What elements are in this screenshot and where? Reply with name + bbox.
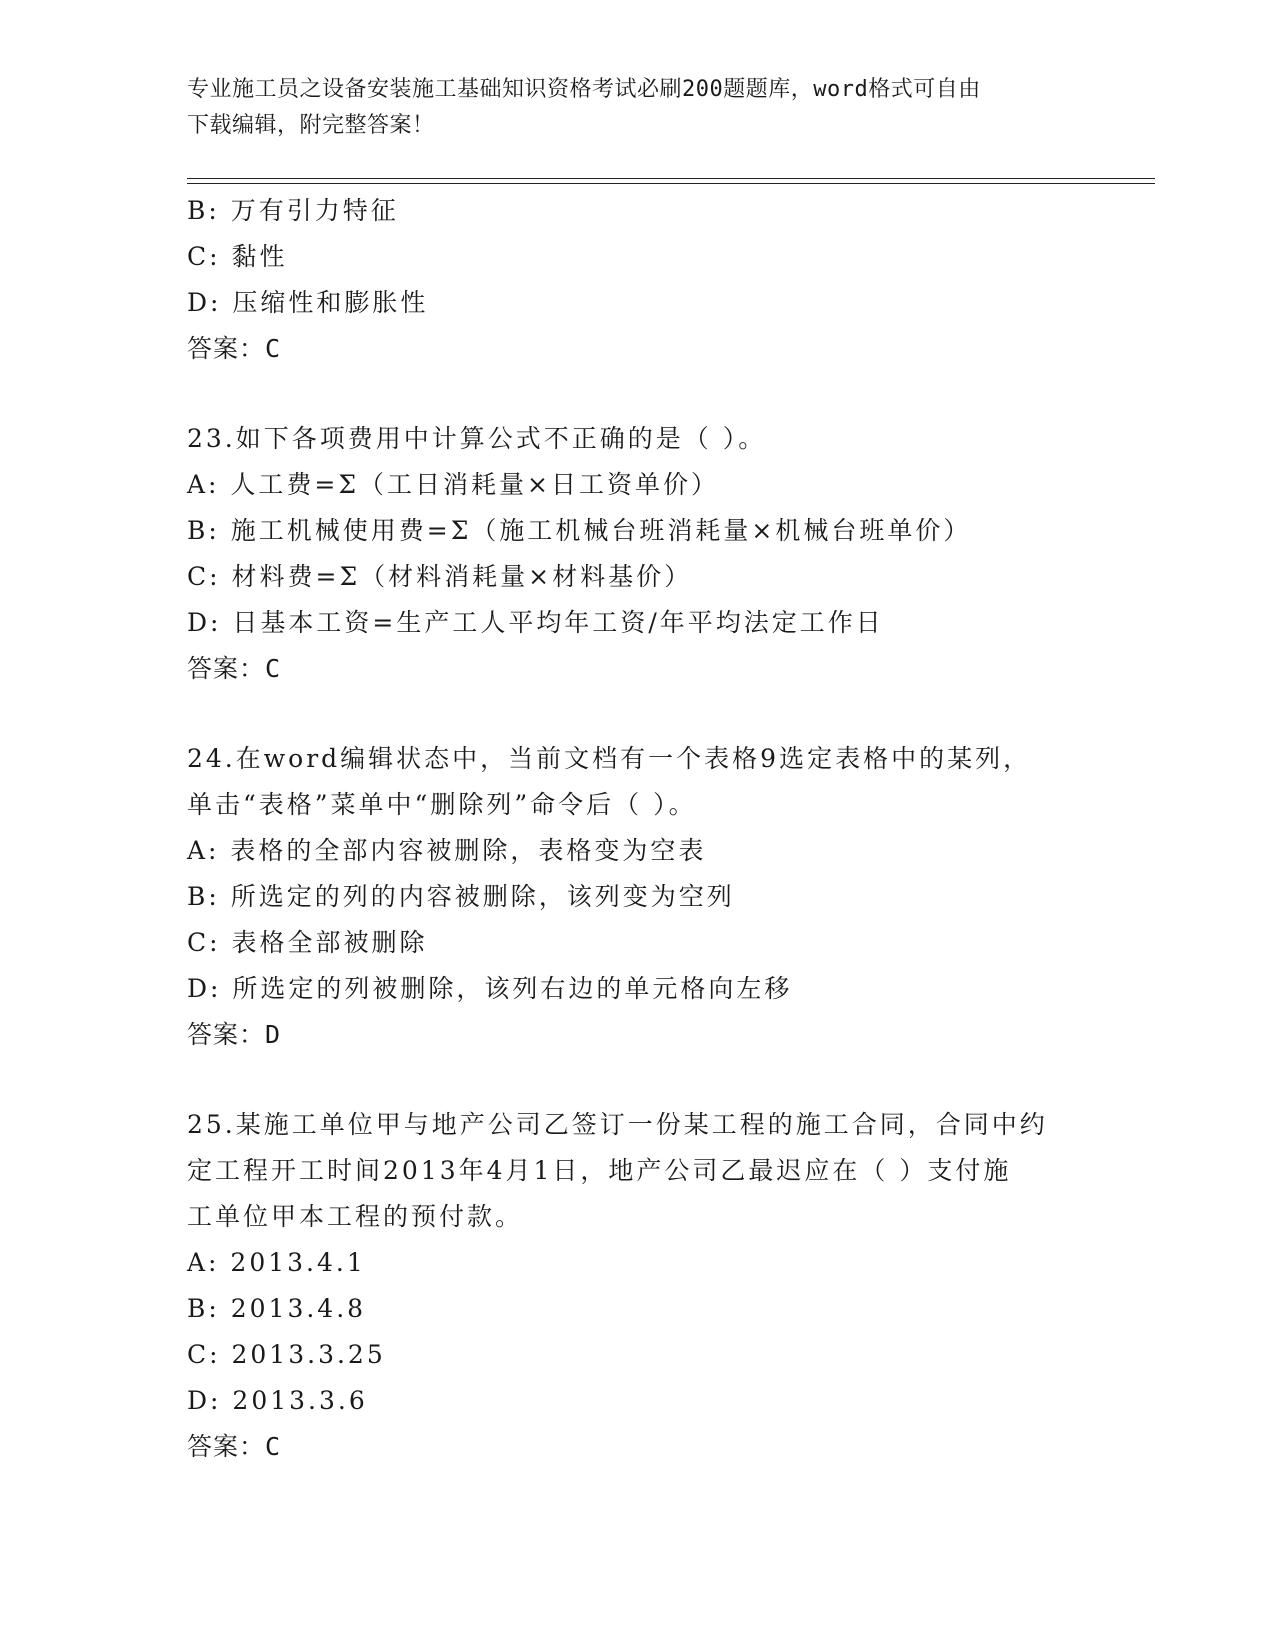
question-stem-line-2: 单击“表格”菜单中“删除列”命令后（ ）。 [187,790,697,819]
spacer [187,692,1087,736]
answer: 答案：C [187,654,282,683]
spacer [187,372,1087,416]
question-stem-line-2: 定工程开工时间2013年4月1日，地产公司乙最迟应在（ ）支付施 [187,1156,1012,1185]
question-stem-line-1: 25.某施工单位甲与地产公司乙签订一份某工程的施工合同，合同中约 [187,1110,1048,1139]
document-header [187,72,1087,144]
question-stem-line-3: 工单位甲本工程的预付款。 [187,1202,524,1231]
question-24 [187,736,1087,1058]
question-25 [187,1102,1087,1470]
question-list [187,188,1087,1470]
option-c: C: 2013.3.25 [187,1340,386,1369]
option-c: C: 材料费=Σ（材料消耗量×材料基价） [187,562,693,591]
option-c: C: 表格全部被删除 [187,928,428,957]
option-b: B: 2013.4.8 [187,1294,367,1323]
answer: 答案：D [187,1020,282,1049]
option-a: A: 2013.4.1 [187,1248,366,1277]
option-d: D: 所选定的列被删除，该列右边的单元格向左移 [187,974,793,1003]
header-line-2: 下载编辑，附完整答案！ [187,113,435,138]
option-a: A: 人工费=Σ（工日消耗量×日工资单价） [187,470,719,499]
question-22 [187,188,1087,372]
option-d: D: 压缩性和膨胀性 [187,288,429,317]
question-stem-line-1: 24.在word编辑状态中，当前文档有一个表格9选定表格中的某列， [187,744,1032,773]
option-b: B: 所选定的列的内容被删除，该列变为空列 [187,882,735,911]
option-d: D: 日基本工资=生产工人平均年工资/年平均法定工作日 [187,608,884,637]
header-line-1: 专业施工员之设备安装施工基础知识资格考试必刷200题题库，word格式可自由 [187,77,981,102]
question-23 [187,416,1087,692]
header-divider-top [187,178,1155,179]
option-b: B: 施工机械使用费=Σ（施工机械台班消耗量×机械台班单价） [187,516,972,545]
header-divider-bottom [187,183,1155,184]
question-stem: 23.如下各项费用中计算公式不正确的是（ ）。 [187,424,767,453]
option-a: A: 表格的全部内容被删除，表格变为空表 [187,836,707,865]
answer: 答案：C [187,1432,282,1461]
option-c: C: 黏性 [187,242,288,271]
spacer [187,1058,1087,1102]
answer: 答案：C [187,334,282,363]
option-d: D: 2013.3.6 [187,1386,368,1415]
option-b: B: 万有引力特征 [187,196,399,225]
